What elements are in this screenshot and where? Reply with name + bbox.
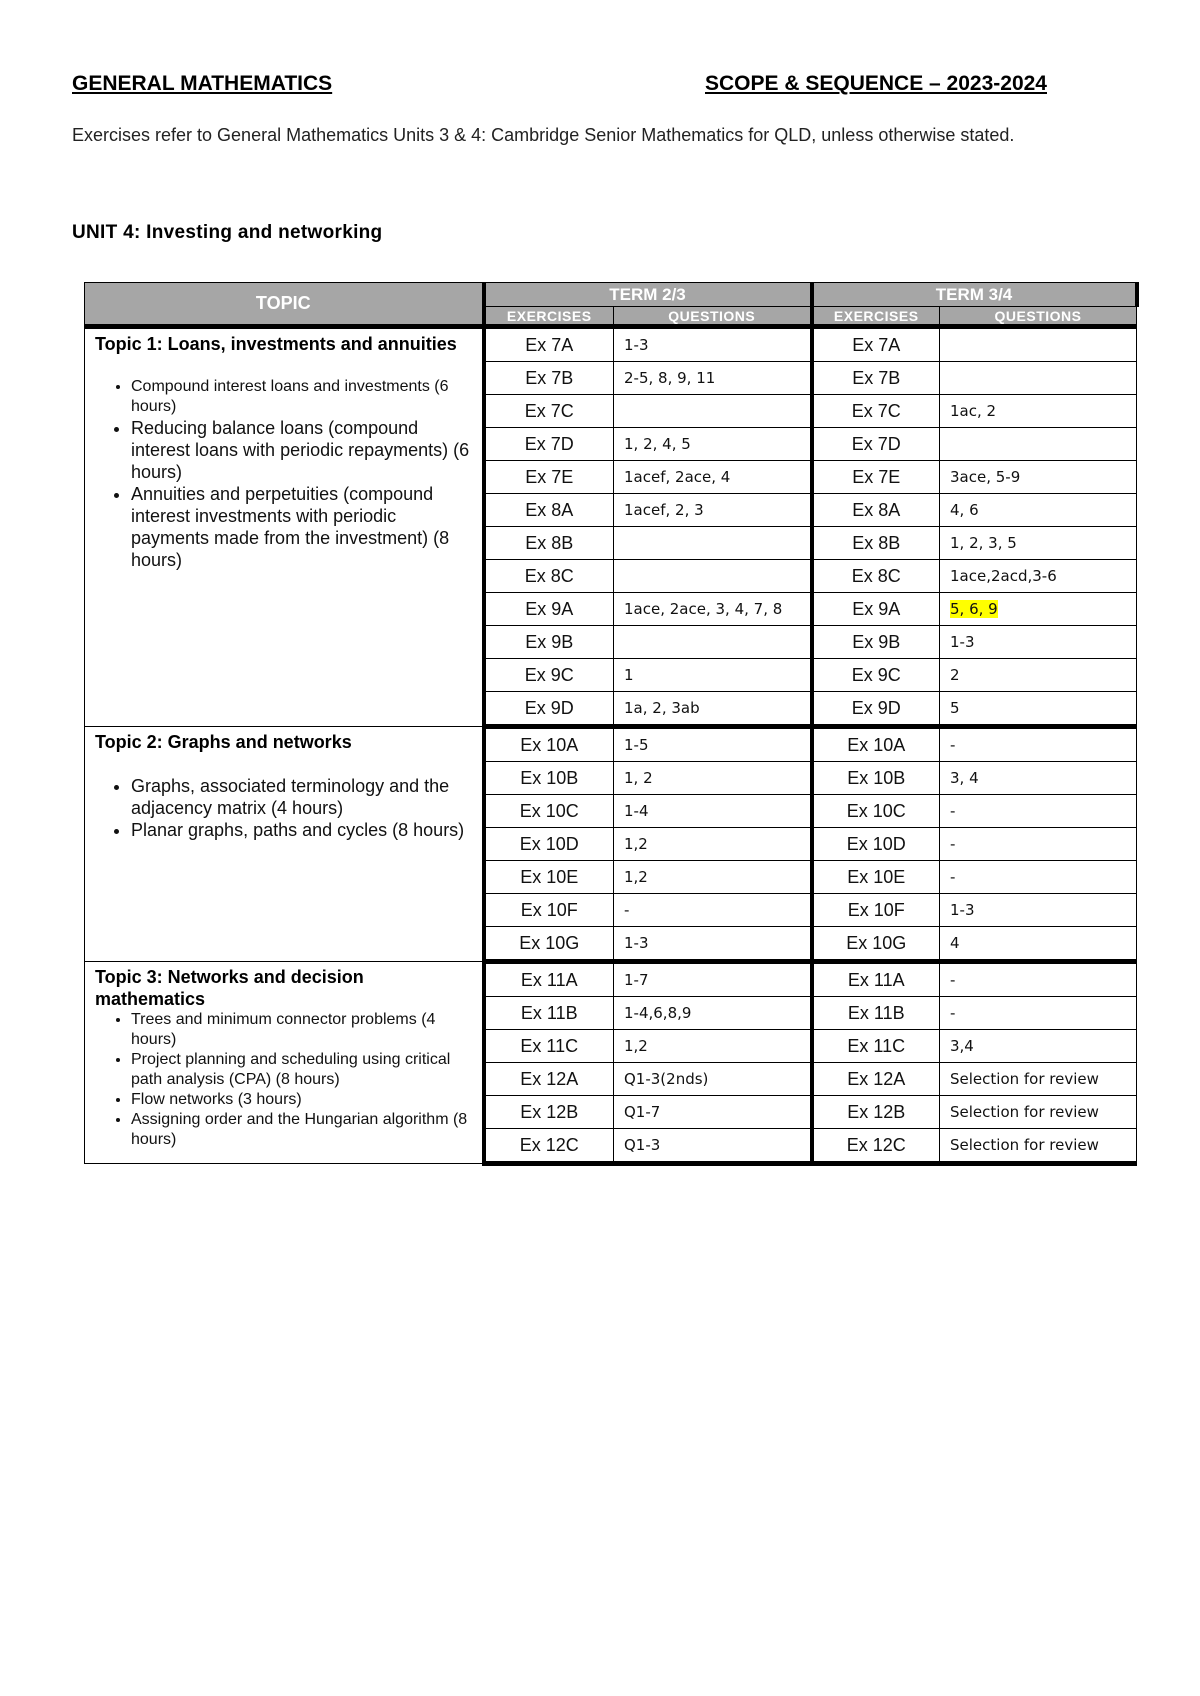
table-row <box>85 727 1137 762</box>
exercise-cell: Ex 10E <box>812 861 940 894</box>
questions-cell: 1-4 <box>614 795 812 828</box>
questions-cell: 1-7 <box>614 962 812 997</box>
exercise-cell: Ex 12A <box>812 1063 940 1096</box>
term-3-4-header: TERM 3/4 <box>812 283 1137 307</box>
topic-bullet: • Trees and minimum connector problems (4 hours) <box>131 1010 474 1050</box>
exercise-cell: Ex 7C <box>812 395 940 428</box>
exercise-cell: Ex 8C <box>484 560 614 593</box>
questions-cell: - <box>940 795 1137 828</box>
exercise-cell: Ex 8A <box>812 494 940 527</box>
topic-bullet-list <box>95 377 474 571</box>
topic-bullet: • Flow networks (3 hours) <box>131 1090 474 1110</box>
topic-title: Topic 3: Networks and decision mathematics <box>95 967 364 1009</box>
exercise-cell: Ex 7B <box>812 362 940 395</box>
intro-text: Exercises refer to General Mathematics Units 3 & 4: Cambridge Senior Mathematics for QLD, unless otherwise stated. <box>72 125 1015 145</box>
exercise-cell: Ex 7B <box>484 362 614 395</box>
topic-bullet: • Reducing balance loans (compound interest loans with periodic repayments) (6 hours) <box>131 417 474 483</box>
topic-bullet: • Graphs, associated terminology and the adjacency matrix (4 hours) <box>131 775 474 819</box>
topic-bullet: • Annuities and perpetuities (compound interest investments with periodic payments made from the investment) (8 hours) <box>131 483 474 571</box>
exercise-cell: Ex 10B <box>484 762 614 795</box>
questions-cell: 2 <box>940 659 1137 692</box>
questions-cell: Q1-7 <box>614 1096 812 1129</box>
questions-cell: 1-3 <box>614 327 812 362</box>
questions-cell: 5 <box>940 692 1137 727</box>
topic-cell <box>85 962 484 1164</box>
exercises-header: EXERCISES <box>812 307 940 327</box>
exercise-cell: Ex 7A <box>812 327 940 362</box>
questions-cell: Selection for review <box>940 1096 1137 1129</box>
questions-cell <box>940 593 1137 626</box>
questions-cell: Selection for review <box>940 1129 1137 1164</box>
exercise-cell: Ex 11A <box>484 962 614 997</box>
questions-cell <box>940 428 1137 461</box>
topic-title: Topic 1: Loans, investments and annuities <box>95 334 457 354</box>
exercise-cell: Ex 10D <box>484 828 614 861</box>
questions-cell: 1-4,6,8,9 <box>614 997 812 1030</box>
questions-cell: 1,2 <box>614 861 812 894</box>
scope-sequence-title: SCOPE & SEQUENCE – 2023-2024 <box>705 72 1047 95</box>
questions-cell: 1ace, 2ace, 3, 4, 7, 8 <box>614 593 812 626</box>
questions-cell <box>614 560 812 593</box>
questions-cell: 4, 6 <box>940 494 1137 527</box>
questions-cell: - <box>940 997 1137 1030</box>
exercise-cell: Ex 12C <box>812 1129 940 1164</box>
exercises-header: EXERCISES <box>484 307 614 327</box>
exercise-cell: Ex 12A <box>484 1063 614 1096</box>
questions-cell <box>940 327 1137 362</box>
questions-cell: - <box>940 727 1137 762</box>
table-body <box>85 327 1137 1164</box>
questions-cell: 1-5 <box>614 727 812 762</box>
exercise-cell: Ex 12B <box>812 1096 940 1129</box>
exercise-cell: Ex 7E <box>812 461 940 494</box>
exercise-cell: Ex 10C <box>812 795 940 828</box>
exercise-cell: Ex 9C <box>812 659 940 692</box>
questions-cell <box>614 395 812 428</box>
exercise-cell: Ex 10G <box>812 927 940 962</box>
topic-bullet: • Compound interest loans and investments (6 hours) <box>131 377 474 417</box>
exercise-cell: Ex 11A <box>812 962 940 997</box>
exercise-cell: Ex 9B <box>484 626 614 659</box>
exercise-cell: Ex 11C <box>812 1030 940 1063</box>
exercise-cell: Ex 10A <box>484 727 614 762</box>
questions-cell: 1, 2, 3, 5 <box>940 527 1137 560</box>
topic-cell <box>85 327 484 727</box>
exercise-cell: Ex 12B <box>484 1096 614 1129</box>
term-2-3-header: TERM 2/3 <box>484 283 812 307</box>
questions-header: QUESTIONS <box>614 307 812 327</box>
exercise-cell: Ex 7C <box>484 395 614 428</box>
questions-cell: 1acef, 2, 3 <box>614 494 812 527</box>
table-row <box>85 962 1137 997</box>
questions-cell: 1ac, 2 <box>940 395 1137 428</box>
questions-cell: 1-3 <box>940 626 1137 659</box>
exercise-cell: Ex 8B <box>484 527 614 560</box>
questions-cell: Q1-3(2nds) <box>614 1063 812 1096</box>
exercise-cell: Ex 10F <box>484 894 614 927</box>
questions-cell: - <box>940 828 1137 861</box>
topic-bullet-list <box>95 1010 474 1150</box>
highlighted-questions: 5, 6, 9 <box>950 600 998 618</box>
exercise-cell: Ex 7A <box>484 327 614 362</box>
questions-cell: - <box>940 861 1137 894</box>
exercise-cell: Ex 11B <box>484 997 614 1030</box>
exercise-cell: Ex 9D <box>484 692 614 727</box>
questions-cell <box>940 362 1137 395</box>
unit-title: UNIT 4: Investing and networking <box>72 222 383 243</box>
exercise-cell: Ex 8C <box>812 560 940 593</box>
topic-bullet-list <box>95 775 474 841</box>
questions-cell: Selection for review <box>940 1063 1137 1096</box>
exercise-cell: Ex 9D <box>812 692 940 727</box>
exercise-cell: Ex 10D <box>812 828 940 861</box>
topic-cell <box>85 727 484 962</box>
questions-cell: Q1-3 <box>614 1129 812 1164</box>
questions-cell: 1-3 <box>940 894 1137 927</box>
topic-bullet: • Project planning and scheduling using critical path analysis (CPA) (8 hours) <box>131 1050 474 1090</box>
questions-cell: 1a, 2, 3ab <box>614 692 812 727</box>
exercise-cell: Ex 8A <box>484 494 614 527</box>
questions-cell: 2-5, 8, 9, 11 <box>614 362 812 395</box>
exercise-cell: Ex 9C <box>484 659 614 692</box>
spacer <box>95 355 474 377</box>
questions-cell <box>614 626 812 659</box>
table-row <box>85 327 1137 362</box>
document-title: GENERAL MATHEMATICS <box>72 72 333 95</box>
questions-cell: 4 <box>940 927 1137 962</box>
questions-cell: 1-3 <box>614 927 812 962</box>
exercise-cell: Ex 9A <box>812 593 940 626</box>
questions-cell: 1, 2 <box>614 762 812 795</box>
questions-cell: 3,4 <box>940 1030 1137 1063</box>
exercise-cell: Ex 10G <box>484 927 614 962</box>
exercise-cell: Ex 7D <box>812 428 940 461</box>
questions-cell: 3, 4 <box>940 762 1137 795</box>
exercise-cell: Ex 11B <box>812 997 940 1030</box>
questions-cell: 1 <box>614 659 812 692</box>
exercise-cell: Ex 10E <box>484 861 614 894</box>
exercise-cell: Ex 10C <box>484 795 614 828</box>
questions-cell: 3ace, 5-9 <box>940 461 1137 494</box>
questions-header: QUESTIONS <box>940 307 1137 327</box>
questions-cell: 1acef, 2ace, 4 <box>614 461 812 494</box>
exercise-cell: Ex 7D <box>484 428 614 461</box>
topic-bullet: • Assigning order and the Hungarian algorithm (8 hours) <box>131 1110 474 1150</box>
topic-title: Topic 2: Graphs and networks <box>95 732 352 752</box>
spacer <box>95 753 474 775</box>
questions-cell: 1ace,2acd,3-6 <box>940 560 1137 593</box>
exercise-cell: Ex 10A <box>812 727 940 762</box>
exercise-cell: Ex 9B <box>812 626 940 659</box>
questions-cell: - <box>614 894 812 927</box>
exercise-cell: Ex 10B <box>812 762 940 795</box>
topic-bullet: • Planar graphs, paths and cycles (8 hours) <box>131 819 474 841</box>
questions-cell: 1,2 <box>614 1030 812 1063</box>
exercise-cell: Ex 11C <box>484 1030 614 1063</box>
exercise-cell: Ex 9A <box>484 593 614 626</box>
scope-sequence-table <box>84 282 1139 1166</box>
questions-cell: 1,2 <box>614 828 812 861</box>
exercise-cell: Ex 10F <box>812 894 940 927</box>
exercise-cell: Ex 12C <box>484 1129 614 1164</box>
questions-cell: 1, 2, 4, 5 <box>614 428 812 461</box>
topic-header: TOPIC <box>85 283 484 327</box>
questions-cell <box>614 527 812 560</box>
exercise-cell: Ex 8B <box>812 527 940 560</box>
exercise-cell: Ex 7E <box>484 461 614 494</box>
questions-cell: - <box>940 962 1137 997</box>
